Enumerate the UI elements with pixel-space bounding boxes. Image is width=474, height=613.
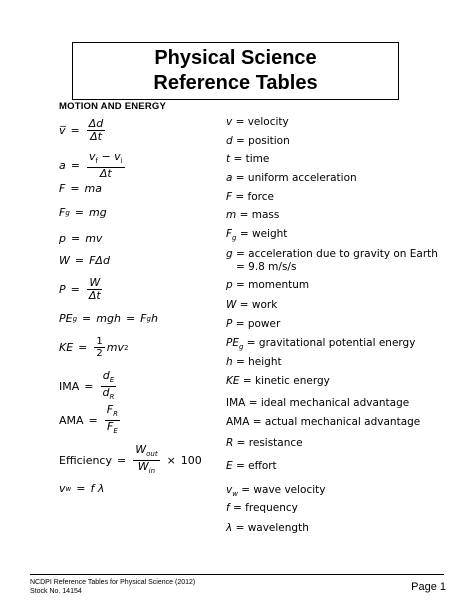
eq-rhs: mgh [96,312,121,325]
definition-text: = wavelength [235,522,309,534]
definition-symbol: v [226,484,233,496]
definition-item [226,356,282,369]
definition-text: = resistance [236,437,303,449]
definition-symbol: f [226,502,230,514]
title-line-2: Reference Tables [153,72,318,94]
eq-equals: = [70,182,80,195]
definition-item [226,522,309,535]
eq-equals: = [74,254,85,267]
definition-text: = gravitational potential energy [246,337,416,349]
eq-subscript: out [146,450,158,459]
footer-divider [30,574,444,575]
definition-symbol: p [226,279,233,291]
eq-rhs: mg [89,206,107,219]
title-line-1: Physical Science [154,47,317,69]
equation-kinetic-energy [59,336,128,359]
definition-item [226,337,415,354]
eq-subscript: g [146,314,151,323]
definition-item [226,460,277,473]
eq-equals: = [88,414,98,428]
eq-numerator: Δd [88,117,104,130]
eq-subscript: in [148,467,156,476]
eq-numerator: W [89,276,101,289]
definition-item [226,502,298,515]
eq-term: v [114,150,121,163]
eq-rhs: FΔd [89,254,110,267]
eq-numerator [133,444,159,461]
eq-subscript: E [109,376,115,385]
eq-rhs: ma [84,182,103,195]
eq-term: d [102,369,110,382]
eq-symbol: PE [59,312,73,325]
section-heading: MOTION AND ENERGY [59,101,167,112]
eq-equals: = [70,159,80,173]
eq-equals: = [84,380,94,394]
definition-text: = force [235,191,274,203]
eq-subscript: R [109,393,115,402]
definition-symbol: g [226,248,233,260]
eq-equals: = [117,454,127,468]
eq-subscript: f [95,157,98,166]
definition-symbol: AMA [226,416,250,428]
eq-denominator: Δt [99,167,112,181]
footer-line-2: Stock No. 14154 [30,588,82,595]
eq-symbol: P [59,283,66,296]
equation-ima [59,370,118,403]
equation-weight [59,206,107,219]
eq-symbol: AMA [59,414,84,428]
eq-term: v [88,150,96,163]
equation-acceleration [59,151,127,180]
eq-term: F [106,420,114,434]
eq-symbol: v̅ [59,124,66,137]
definition-subscript: g [238,343,244,352]
eq-term: W [135,443,147,456]
definition-text: = work [239,299,278,311]
definition-text: = actual mechanical advantage [252,416,421,428]
definition-item [226,397,409,410]
eq-superscript: 2 [124,343,129,352]
eq-factor: 100 [180,454,202,468]
eq-fraction [87,151,125,180]
definition-item [226,116,289,129]
eq-minus: − [101,150,111,163]
definition-item [226,437,303,450]
equation-wave-velocity [59,482,104,495]
eq-rhs: mv [106,341,124,354]
definition-text: = frequency [233,502,298,514]
equation-velocity [59,118,107,143]
eq-rhs: mv [85,232,103,245]
eq-denominator: Δt [90,130,102,143]
eq-denominator: 2 [96,348,103,359]
definition-symbol: v [226,116,233,128]
definition-symbol: m [226,209,237,221]
definition-item [226,209,279,222]
eq-subscript: E [113,427,118,436]
definition-text: = acceleration due to gravity on Earth [236,248,438,260]
definition-item [226,191,274,204]
definition-symbol: d [226,135,233,147]
definition-item [226,279,309,292]
definition-text: = uniform acceleration [235,172,357,184]
equation-momentum [59,232,102,245]
definition-symbol: a [226,172,233,184]
page-number: Page 1 [411,581,446,593]
eq-fraction [87,118,106,143]
eq-subscript: w [65,484,72,493]
definition-item [226,318,280,331]
definition-symbol: W [226,299,237,311]
definition-symbol: λ [226,522,233,534]
eq-symbol: F [59,206,66,219]
footer-line-1: NCDPI Reference Tables for Physical Science (2012) [30,579,196,586]
equation-work [59,254,110,267]
definition-text: = weight [239,228,288,240]
definition-symbol: t [226,153,231,165]
definition-subscript: w [232,490,238,499]
eq-subscript: i [120,157,123,166]
definition-symbol: F [226,228,233,240]
eq-symbol: KE [59,341,74,354]
eq-symbol: F [59,182,66,195]
equation-potential-energy [59,312,158,325]
eq-fraction [94,336,104,359]
definition-continuation: = 9.8 m/s/s [236,261,297,273]
definition-text: = mass [239,209,280,221]
eq-equals: = [74,206,84,219]
definition-symbol: IMA [226,397,246,409]
eq-equals: = [70,124,80,137]
title-box [72,42,399,100]
eq-rhs-tail: h [150,312,158,325]
definition-text: = effort [235,460,277,472]
eq-equals: = [125,312,136,325]
definition-item [226,228,287,245]
definition-item [226,153,269,166]
eq-equals: = [76,482,86,495]
eq-symbol: v [59,482,66,495]
eq-times: × [166,454,176,468]
eq-rhs: F [140,312,147,325]
footer [30,578,195,596]
eq-symbol: Efficiency [59,454,112,468]
definition-item [226,172,357,185]
definition-text: = velocity [235,116,289,128]
eq-fraction [87,277,103,302]
definition-item [226,299,277,312]
eq-equals: = [78,341,88,354]
definition-symbol: R [226,437,234,449]
eq-equals: = [70,232,81,245]
eq-term: F [106,403,114,416]
definition-text: = ideal mechanical advantage [248,397,410,409]
definition-text: = kinetic energy [242,375,330,387]
definition-text: = time [233,153,270,165]
definition-symbol: KE [226,375,240,387]
definition-item [226,135,290,148]
definition-text: = power [235,318,281,330]
eq-denominator: Δt [88,289,101,302]
definition-text: = position [236,135,290,147]
eq-equals: = [82,312,92,325]
definition-symbol: PE [226,337,239,349]
eq-numerator [101,370,116,387]
equation-efficiency [59,444,202,477]
definition-subscript: g [232,234,237,243]
eq-term: d [102,386,110,400]
equation-power [59,277,105,302]
definition-item [226,375,330,388]
equation-ama [59,404,122,437]
definition-text: = wave velocity [241,484,326,496]
definition-text: = momentum [236,279,310,291]
definition-item [226,484,326,501]
equation-force [59,182,102,195]
eq-term: W [137,460,149,474]
eq-equals: = [70,283,80,296]
eq-subscript: g [72,314,78,323]
eq-subscript: R [113,410,118,419]
eq-symbol: p [59,232,66,245]
definition-symbol: h [226,356,233,368]
definition-item [226,416,420,429]
eq-denominator [100,387,116,403]
eq-denominator [105,421,120,437]
definition-symbol: E [226,460,233,472]
eq-subscript: g [65,208,70,217]
eq-numerator: 1 [96,336,103,347]
eq-symbol: IMA [59,380,80,394]
eq-fraction [100,370,116,403]
eq-symbol: a [59,159,66,173]
eq-symbol: W [59,254,70,267]
eq-rhs: f λ [90,482,105,495]
eq-numerator [105,404,120,421]
definition-symbol: P [226,318,233,330]
definition-item [226,248,438,274]
eq-fraction [105,404,120,437]
definition-text: = height [236,356,282,368]
eq-fraction [133,444,159,477]
eq-numerator [87,151,125,168]
definition-symbol: F [226,191,233,203]
eq-denominator [136,461,157,477]
